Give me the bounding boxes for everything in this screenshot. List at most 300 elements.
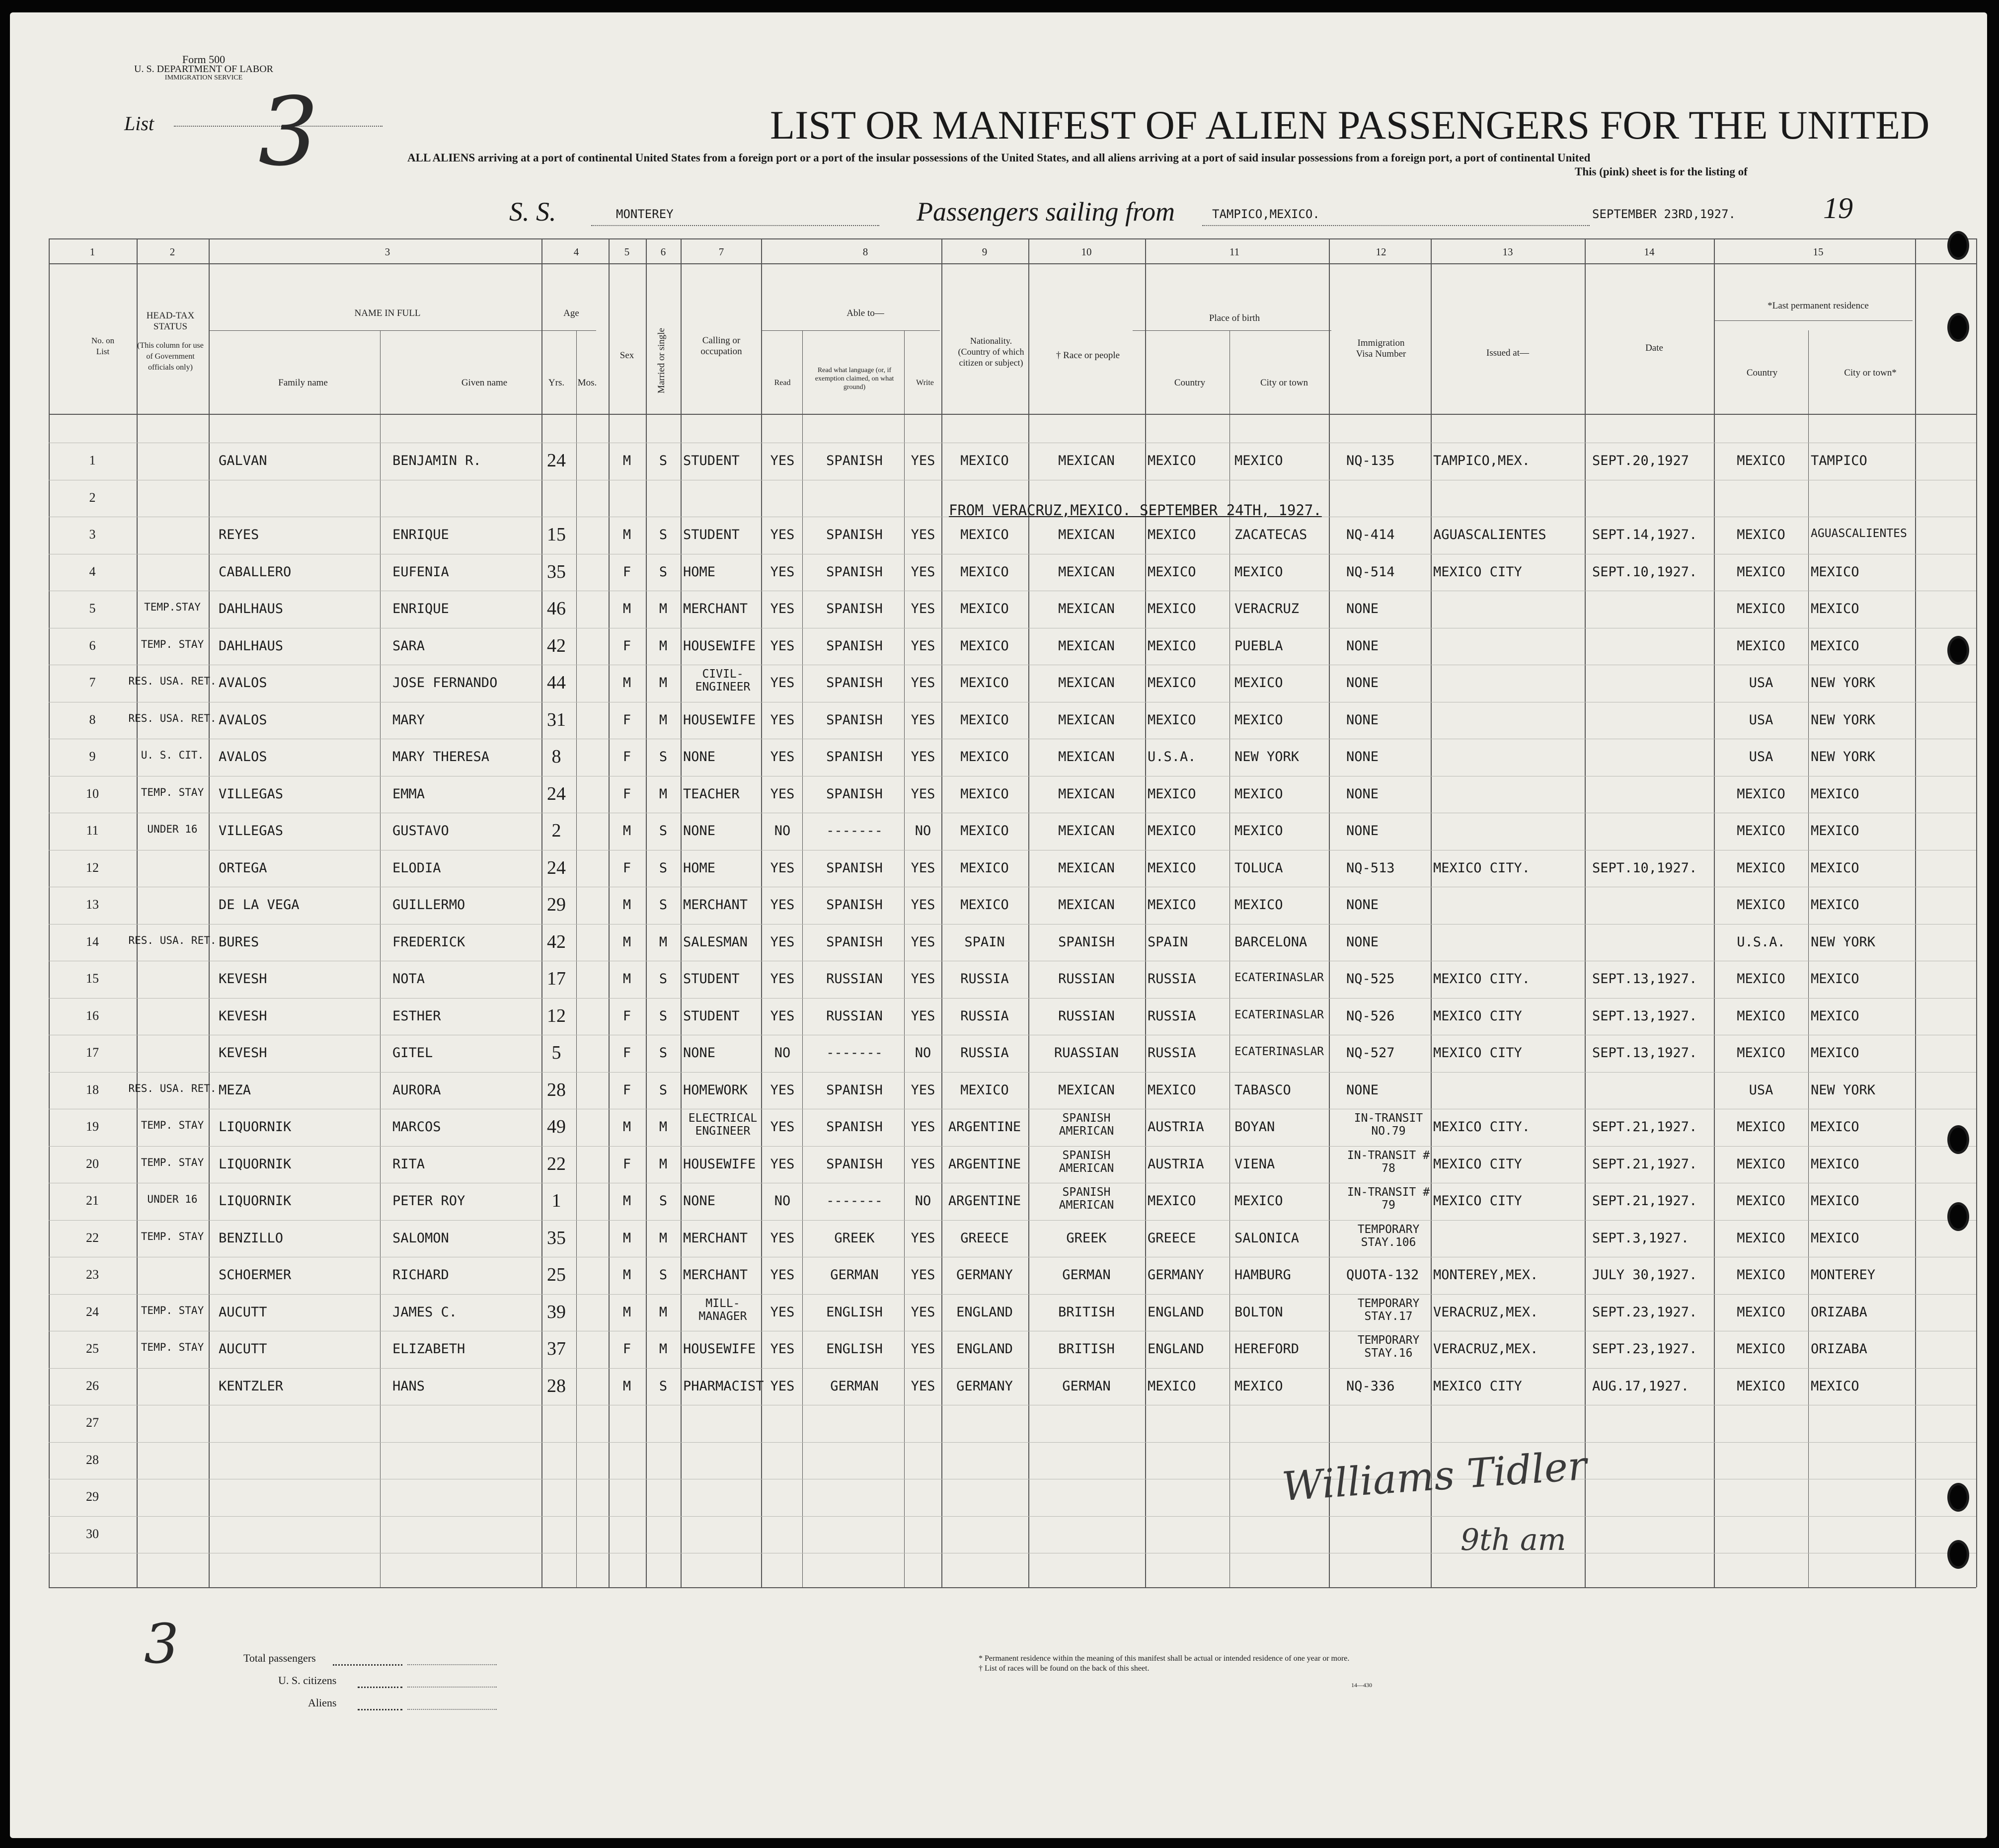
can-read: YES [770,1230,795,1246]
age-years: 35 [547,561,566,582]
family-name: VILLEGAS [219,786,284,802]
column-divider [941,238,942,1587]
occupation: MERCHANT [683,1230,748,1246]
can-write: YES [911,638,935,654]
sex: M [622,823,631,839]
birth-country: MEXICO [1148,897,1196,913]
race: MEXICAN [1058,638,1115,654]
occupation: MILL-MANAGER [698,1297,747,1323]
visa-number: IN-TRANSIT # 79 [1347,1186,1430,1212]
family-name: GALVAN [219,453,267,468]
form-code: 14—430 [1351,1682,1372,1689]
column-number: 13 [1502,246,1513,258]
can-read: NO [774,1193,791,1209]
sex: M [622,934,631,950]
family-name: DE LA VEGA [219,897,300,913]
residence-city: NEW YORK [1811,712,1876,728]
column-number: 9 [982,246,988,258]
footer-total-passengers: Total passengers [243,1652,316,1664]
marital-status: M [659,1304,668,1320]
footer-field-2 [407,1687,497,1688]
list-number: 3 [258,77,318,187]
ss-label: S. S. [509,197,556,227]
race: SPANISH AMERICAN [1059,1112,1114,1138]
column-divider [1915,238,1916,1587]
sex: M [622,1230,631,1246]
can-write: YES [911,601,935,616]
row-number: 19 [86,1119,99,1134]
marital-status: M [659,786,668,802]
head-tax-status: U. S. CIT. [141,749,204,761]
punch-hole [1947,1125,1969,1154]
head-tax-status: TEMP. STAY [141,1230,204,1242]
residence-city: NEW YORK [1811,749,1876,765]
visa-number: NONE [1346,601,1379,616]
age-years: 44 [547,672,566,693]
residence-city: MEXICO [1811,1156,1859,1172]
column-divider [1028,238,1029,1587]
sex: M [622,453,631,468]
occupation: MERCHANT [683,1267,748,1283]
visa-number: NONE [1346,638,1379,654]
race: RUSSIAN [1058,971,1115,987]
residence-city: MEXICO [1811,564,1859,580]
marital-status: S [659,1008,668,1024]
able-subheader-line [761,330,940,331]
family-name: DAHLHAUS [219,638,284,654]
can-write: YES [911,527,935,542]
header-age: Age [563,308,579,318]
family-name: MEZA [219,1082,251,1098]
given-name: ELODIA [392,860,441,876]
visa-number: NONE [1346,675,1379,691]
occupation: STUDENT [683,1008,740,1024]
age-years: 28 [547,1079,566,1100]
residence-subheader-line [1714,320,1913,321]
punch-hole [1947,1540,1969,1569]
read-language: SPANISH [826,1119,883,1135]
residence-country: MEXICO [1737,1008,1785,1024]
age-years: 17 [547,968,566,989]
occupation: HOUSEWIFE [683,1341,756,1357]
race: GERMAN [1062,1378,1111,1394]
marital-status: M [659,1230,668,1246]
residence-city: MEXICO [1811,601,1859,616]
occupation: HOUSEWIFE [683,712,756,728]
nationality: MEXICO [960,638,1009,654]
row-number: 2 [89,490,96,505]
visa-number: TEMPORARY STAY.16 [1357,1334,1420,1360]
row-number: 15 [86,971,99,986]
footer-field-3 [407,1709,497,1710]
can-read: YES [770,675,795,691]
header-head-tax: HEAD-TAX STATUS [146,310,195,332]
can-read: YES [770,1008,795,1024]
header-sex: Sex [619,350,634,361]
residence-country: MEXICO [1737,1304,1785,1320]
sailing-label: Passengers sailing from [917,197,1175,227]
visa-number: IN-TRANSIT NO.79 [1354,1112,1423,1138]
birth-country: U.S.A. [1148,749,1196,765]
column-number: 15 [1813,246,1824,258]
can-write: NO [915,823,931,839]
residence-city: MEXICO [1811,1119,1859,1135]
sailing-date: SEPTEMBER 23RD,1927. [1592,207,1736,221]
header-bottom-border [49,414,1976,415]
age-years: 24 [547,783,566,804]
visa-issued-at: MEXICO CITY [1433,1193,1522,1209]
header-given-name: Given name [461,378,508,388]
occupation: HOMEWORK [683,1082,748,1098]
family-name: BENZILLO [219,1230,284,1246]
can-write: YES [911,1082,935,1098]
age-subheader-line [537,330,596,331]
residence-city: MEXICO [1811,1008,1859,1024]
birth-city: MEXICO [1234,675,1283,691]
list-label: List [124,112,154,135]
visa-number: NONE [1346,1082,1379,1098]
marital-status: S [659,1267,668,1283]
occupation: PHARMACIST [683,1378,764,1394]
table-top-border [49,238,1976,239]
read-language: GREEK [834,1230,875,1246]
given-name: SALOMON [392,1230,449,1246]
occupation: HOUSEWIFE [683,1156,756,1172]
residence-country: USA [1749,675,1773,691]
row-number: 27 [86,1415,99,1430]
row-number: 11 [86,823,99,838]
nationality: ARGENTINE [948,1156,1021,1172]
birth-country: MEXICO [1148,712,1196,728]
race: MEXICAN [1058,823,1115,839]
given-name: JAMES C. [392,1304,458,1320]
marital-status: M [659,1156,668,1172]
row-number: 14 [86,934,99,949]
sex: M [622,1119,631,1135]
birth-city: ECATERINASLAR [1234,971,1324,984]
can-write: YES [911,712,935,728]
residence-city: ORIZABA [1811,1341,1867,1357]
nationality: MEXICO [960,897,1009,913]
birth-country: GERMANY [1148,1267,1204,1283]
row-number: 22 [86,1230,99,1245]
column-divider [1329,238,1330,1587]
birth-city: TABASCO [1234,1082,1291,1098]
residence-city: MEXICO [1811,897,1859,913]
birth-city: ZACATECAS [1234,527,1307,542]
age-years: 12 [547,1005,566,1026]
header-visa-number: Immigration Visa Number [1356,338,1406,359]
marital-status: S [659,971,668,987]
row-ruling [49,1220,1976,1221]
visa-date: SEPT.10,1927. [1592,860,1697,876]
birth-country: MEXICO [1148,453,1196,468]
nationality: GERMANY [956,1378,1013,1394]
form-number: Form 500 [182,53,226,66]
header-issued-at: Issued at— [1486,348,1530,358]
row-ruling [49,1146,1976,1147]
residence-city: MEXICO [1811,1193,1859,1209]
header-race: † Race or people [1056,350,1120,361]
birth-country: MEXICO [1148,564,1196,580]
visa-issued-at: MONTEREY,MEX. [1433,1267,1538,1283]
birth-city: MEXICO [1234,1193,1283,1209]
head-tax-status: TEMP.STAY [144,601,201,613]
age-years: 1 [551,1190,561,1211]
nationality: ARGENTINE [948,1119,1021,1135]
family-name: AVALOS [219,675,267,691]
row-number: 18 [86,1082,99,1097]
footer-aliens: Aliens [308,1696,337,1709]
residence-country: MEXICO [1737,897,1785,913]
sex: M [622,1304,631,1320]
row-number: 7 [89,675,96,690]
read-language: SPANISH [826,934,883,950]
can-write: YES [911,1156,935,1172]
marital-status: M [659,638,668,654]
row-number: 13 [86,897,99,912]
visa-number: NONE [1346,897,1379,913]
birth-country: AUSTRIA [1148,1119,1204,1135]
can-read: YES [770,453,795,468]
marital-status: M [659,934,668,950]
family-name: LIQUORNIK [219,1156,292,1172]
header-yrs: Yrs. [548,378,565,388]
given-name: BENJAMIN R. [392,453,481,468]
residence-country: MEXICO [1737,1193,1785,1209]
punch-hole [1947,1202,1969,1231]
year-suffix: 19 [1823,192,1853,225]
column-divider [380,330,381,1587]
residence-country: MEXICO [1737,1378,1785,1394]
marital-status: S [659,1045,668,1061]
visa-issued-at: TAMPICO,MEX. [1433,453,1531,468]
nationality: SPAIN [964,934,1005,950]
family-name: VILLEGAS [219,823,284,839]
head-tax-status: TEMP. STAY [141,1156,204,1168]
read-language: SPANISH [826,527,883,542]
sex: F [622,712,631,728]
residence-city: MEXICO [1811,823,1859,839]
occupation: HOME [683,860,716,876]
race: MEXICAN [1058,749,1115,765]
birth-city: MEXICO [1234,823,1283,839]
residence-country: MEXICO [1737,564,1785,580]
service: IMMIGRATION SERVICE [164,74,243,81]
visa-issued-at: MEXICO CITY. [1433,860,1531,876]
column-number: 12 [1376,246,1386,258]
family-name: AVALOS [219,712,267,728]
residence-country: USA [1749,712,1773,728]
read-language: SPANISH [826,638,883,654]
can-write: YES [911,971,935,987]
birth-country: AUSTRIA [1148,1156,1204,1172]
nationality: MEXICO [960,1082,1009,1098]
can-read: YES [770,1082,795,1098]
head-tax-status: TEMP. STAY [141,1119,204,1131]
footnote-races: † List of races will be found on the back of this sheet. [979,1664,1150,1673]
visa-number: NQ-135 [1346,453,1395,468]
residence-city: AGUASCALIENTES [1811,527,1907,540]
sex: F [622,1341,631,1357]
column-divider [802,330,803,1587]
punch-hole [1947,231,1969,260]
column-number: 5 [624,246,630,258]
occupation: STUDENT [683,453,740,468]
birth-country: ENGLAND [1148,1304,1204,1320]
residence-country: MEXICO [1737,601,1785,616]
can-read: NO [774,1045,791,1061]
visa-number: NQ-414 [1346,527,1395,542]
birth-country: RUSSIA [1148,1045,1196,1061]
column-divider [1714,238,1715,1587]
column-divider [681,238,682,1587]
marital-status: S [659,823,668,839]
sex: F [622,749,631,765]
read-language: SPANISH [826,601,883,616]
residence-city: MEXICO [1811,860,1859,876]
family-name: SCHOERMER [219,1267,292,1283]
birth-subheader-line [1133,330,1331,331]
occupation: MERCHANT [683,601,748,616]
race: MEXICAN [1058,675,1115,691]
visa-issued-at: MEXICO CITY [1433,1156,1522,1172]
column-number: 10 [1081,246,1092,258]
visa-issued-at: VERACRUZ,MEX. [1433,1304,1538,1320]
given-name: RITA [392,1156,425,1172]
row-number: 5 [89,601,96,616]
punch-hole [1947,636,1969,665]
given-name: NOTA [392,971,425,987]
nationality: MEXICO [960,564,1009,580]
can-write: YES [911,1267,935,1283]
header-write: Write [916,379,934,387]
birth-city: MEXICO [1234,1378,1283,1394]
nationality: MEXICO [960,786,1009,802]
birth-country: MEXICO [1148,638,1196,654]
given-name: MARY THERESA [392,749,490,765]
race: MEXICAN [1058,712,1115,728]
visa-number: NQ-525 [1346,971,1395,987]
head-tax-status: TEMP. STAY [141,1304,204,1316]
column-number: 11 [1229,246,1240,258]
row-number: 17 [86,1045,99,1060]
column-number: 14 [1644,246,1655,258]
visa-number: NQ-336 [1346,1378,1395,1394]
header-birth-country: Country [1174,378,1206,388]
row-number: 23 [86,1267,99,1282]
ship-underline [591,225,879,226]
age-years: 8 [551,746,561,767]
head-tax-status: RES. USA. RET. [128,934,217,946]
visa-number: NQ-527 [1346,1045,1395,1061]
can-write: YES [911,1008,935,1024]
given-name: PETER ROY [392,1193,465,1209]
given-name: RICHARD [392,1267,449,1283]
sex: F [622,564,631,580]
visa-number: TEMPORARY STAY.17 [1357,1297,1420,1323]
family-name: LIQUORNIK [219,1119,292,1135]
read-language: SPANISH [826,453,883,468]
read-language: ------- [826,1193,883,1209]
marital-status: M [659,1119,668,1135]
nationality: MEXICO [960,823,1009,839]
header-nationality: Nationality. (Country of which citizen or subject) [958,336,1024,368]
row-number: 16 [86,1008,99,1023]
can-read: YES [770,1304,795,1320]
age-years: 31 [547,709,566,730]
can-read: YES [770,1267,795,1283]
head-tax-status: RES. USA. RET. [128,1082,217,1094]
marital-status: S [659,749,668,765]
read-language: RUSSIAN [826,1008,883,1024]
residence-country: MEXICO [1737,638,1785,654]
read-language: SPANISH [826,897,883,913]
read-language: SPANISH [826,1156,883,1172]
can-read: YES [770,897,795,913]
visa-issued-at: MEXICO CITY. [1433,1119,1531,1135]
row-number: 26 [86,1378,99,1393]
birth-city: BARCELONA [1234,934,1307,950]
handwritten-initials: 9th am [1461,1523,1566,1557]
visa-date: SEPT.13,1927. [1592,1008,1697,1024]
occupation: STUDENT [683,527,740,542]
nationality: RUSSIA [960,1008,1009,1024]
birth-country: MEXICO [1148,1082,1196,1098]
residence-city: NEW YORK [1811,675,1876,691]
occupation: NONE [683,749,716,765]
row-number: 20 [86,1156,99,1171]
sex: M [622,527,631,542]
can-write: YES [911,675,935,691]
race: MEXICAN [1058,897,1115,913]
residence-country: MEXICO [1737,971,1785,987]
column-number: 8 [862,246,868,258]
visa-date: SEPT.10,1927. [1592,564,1697,580]
read-language: SPANISH [826,860,883,876]
residence-country: MEXICO [1737,527,1785,542]
race: GREEK [1066,1230,1107,1246]
family-name: KEVESH [219,1045,267,1061]
visa-date: JULY 30,1927. [1592,1267,1697,1283]
birth-country: RUSSIA [1148,1008,1196,1024]
read-language: ENGLISH [826,1304,883,1320]
read-language: SPANISH [826,564,883,580]
row-number: 4 [89,564,96,579]
birth-country: MEXICO [1148,527,1196,542]
can-write: YES [911,1341,935,1357]
race: SPANISH AMERICAN [1059,1186,1114,1212]
visa-issued-at: MEXICO CITY [1433,1378,1522,1394]
age-years: 2 [551,820,561,841]
footer-dots-3 [358,1709,402,1710]
head-tax-status: RES. USA. RET. [128,675,217,687]
residence-city: NEW YORK [1811,934,1876,950]
nationality: MEXICO [960,527,1009,542]
read-language: ------- [826,823,883,839]
sex: F [622,638,631,654]
column-number-border [49,263,1976,264]
birth-country: MEXICO [1148,601,1196,616]
department: U. S. DEPARTMENT OF LABOR [134,64,273,75]
visa-number: TEMPORARY STAY.106 [1357,1223,1420,1249]
race: BRITISH [1058,1341,1115,1357]
occupation: HOUSEWIFE [683,638,756,654]
can-read: YES [770,749,795,765]
header-no-on-list: No. on List [91,336,115,356]
residence-country: MEXICO [1737,786,1785,802]
occupation: NONE [683,823,716,839]
